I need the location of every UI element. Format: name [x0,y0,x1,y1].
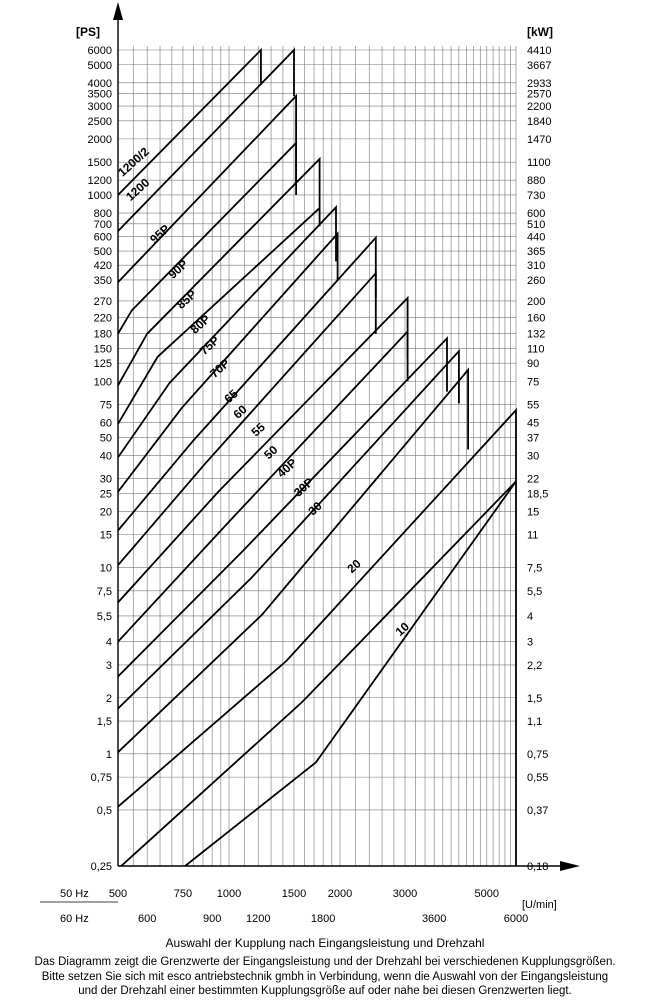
description-line-2: Bitte setzen Sie sich mit esco antriebstechnik gmbh in Verbindung, wenn die Auswahl von der Eingangsleistung [41,970,609,983]
series-line-85P [118,159,320,385]
right-tick-label: 1,5 [527,692,543,705]
x-tick-60hz: 1800 [310,913,336,925]
x-tick-60hz: 1200 [245,913,271,925]
left-tick-label: 600 [93,231,112,244]
right-tick-label: 440 [527,231,546,244]
right-tick-label: 0,37 [527,804,549,817]
series-line-1200/2 [118,50,261,195]
right-tick-label: 30 [527,450,540,463]
left-tick-label: 20 [99,506,112,519]
right-tick-label: 2200 [527,101,552,114]
right-tick-label: 110 [527,343,545,356]
x-tick-50hz: 1000 [216,888,242,900]
left-tick-label: 5000 [87,59,112,72]
right-tick-label: 730 [527,189,546,202]
series-line-60 [118,273,376,565]
description-line-1: Das Diagramm zeigt die Grenzwerte der Eingangsleistung und der Drehzahl bei verschiedenen Kupplungsgrößen. [34,956,616,968]
right-axis-unit: [kW] [527,25,553,39]
right-tick-label: 510 [527,218,546,231]
right-tick-label: 2933 [527,77,552,90]
left-tick-label: 350 [93,274,112,287]
series-line-80P [118,208,320,424]
left-tick-label: 270 [93,295,112,308]
right-tick-label: 0,55 [527,772,549,785]
left-tick-label: 30 [99,473,112,486]
series-label-30P: 30P [290,474,317,500]
series-line-1200 [118,50,294,231]
left-tick-label: 150 [93,343,112,356]
series-line-90P [118,143,296,334]
right-tick-label: 5,5 [527,585,543,598]
label-60hz: 60 Hz [60,913,89,925]
left-tick-label: 10 [99,562,112,575]
x-tick-60hz: 6000 [503,913,529,925]
right-tick-label: 3667 [527,59,552,72]
right-tick-label: 1470 [527,133,552,146]
left-tick-label: 3000 [87,101,112,114]
right-tick-label: 2570 [527,88,552,101]
right-tick-label: 0,18 [527,861,549,873]
left-tick-label: 1000 [87,189,112,202]
series-line-65 [118,238,376,531]
series-label-95P: 95P [147,221,173,247]
left-tick-label: 420 [93,260,112,273]
series-label-1200: 1200 [123,175,153,204]
right-tick-label: 15 [527,506,540,519]
right-tick-label: 90 [527,358,540,371]
x-tick-50hz: 5000 [474,888,500,900]
left-tick-label: 2 [105,692,112,705]
right-tick-label: 3 [527,636,534,649]
series-line-50 [118,332,408,642]
left-tick-label: 5,5 [96,610,112,623]
left-tick-label: 800 [93,208,112,221]
x-tick-50hz: 500 [108,888,128,900]
left-tick-label: 3 [105,659,112,672]
series-label-65: 65 [221,386,241,407]
x-tick-60hz: 600 [138,913,157,925]
left-tick-label: 7,5 [96,585,112,598]
left-tick-label: 3500 [87,88,112,101]
right-tick-label: 4410 [527,45,552,57]
left-tick-label: 180 [93,328,112,341]
right-tick-label: 200 [527,295,546,308]
x-tick-50hz: 1500 [281,888,307,900]
left-tick-label: 2500 [87,115,112,128]
right-tick-label: 2,2 [527,659,543,672]
x-tick-50hz: 750 [173,888,193,900]
series-line-10 [121,481,516,866]
left-tick-label: 1500 [87,157,112,170]
right-tick-label: 1,1 [527,716,543,729]
right-tick-label: 365 [527,246,546,259]
left-tick-label: 75 [99,399,112,412]
x-axis-unit: [U/min] [522,899,557,911]
left-tick-label: 25 [99,488,112,501]
series-label-85P: 85P [173,287,200,312]
left-tick-label: 100 [93,376,112,389]
left-tick-label: 40 [99,450,112,463]
right-tick-label: 600 [527,208,546,221]
series-label-10: 10 [392,619,412,639]
right-tick-label: 1840 [527,115,552,128]
right-tick-label: 260 [527,274,546,287]
series-label-1200/2: 1200/2 [115,144,152,180]
x-tick-60hz: 3600 [421,913,447,925]
chart-description [0,955,650,999]
y-axis-arrow-icon [113,2,123,20]
right-tick-label: 0,75 [527,748,549,761]
right-tick-label: 75 [527,376,540,389]
right-tick-label: 22 [527,473,540,486]
left-tick-label: 1 [105,748,112,761]
left-tick-label: 0,5 [96,804,112,817]
label-50hz: 50 Hz [60,888,89,900]
left-tick-label: 60 [99,417,112,430]
right-tick-label: 7,5 [527,562,543,575]
left-tick-label: 220 [93,312,112,325]
series-line-75P [118,207,336,457]
right-tick-label: 18,5 [527,488,549,501]
description-line-3: und der Drehzahl einer bestimmten Kupplungsgröße auf oder nahe bei diesen Grenzwerten liegt. [78,985,572,997]
right-tick-label: 880 [527,175,546,188]
series-label-30: 30 [305,498,325,519]
left-tick-label: 50 [99,432,112,445]
right-tick-label: 55 [527,399,540,412]
left-axis-unit: [PS] [76,25,100,39]
x-tick-50hz: 3000 [392,888,418,900]
left-tick-label: 6000 [87,45,112,57]
series-label-60: 60 [230,402,250,422]
right-tick-label: 160 [527,312,546,325]
right-tick-label: 45 [527,417,540,430]
left-tick-label: 15 [99,529,112,542]
series-label-20: 20 [344,556,364,576]
left-tick-label: 1200 [87,175,112,188]
series-label-80P: 80P [187,311,213,337]
left-tick-label: 700 [93,218,112,231]
left-tick-label: 0,75 [90,772,112,785]
series-label-55: 55 [248,419,268,440]
left-tick-label: 4 [105,636,112,649]
right-tick-label: 4 [527,610,534,623]
series-label-90P: 90P [165,256,191,282]
series-label-50: 50 [261,442,281,463]
left-tick-label: 2000 [87,133,112,146]
right-tick-label: 11 [527,529,539,542]
right-tick-label: 310 [527,260,546,273]
left-tick-label: 4000 [87,77,112,90]
series-label-75P: 75P [196,333,223,358]
right-tick-label: 37 [527,432,540,445]
left-tick-label: 125 [93,358,112,371]
series-label-70P: 70P [207,356,233,381]
series-label-40P: 40P [274,455,300,481]
right-tick-label: 1100 [527,157,551,170]
left-tick-label: 1,5 [96,716,112,729]
left-tick-label: 0,25 [90,861,112,873]
x-axis-arrow-icon [560,861,580,871]
x-tick-50hz: 2000 [327,888,353,900]
right-tick-label: 132 [527,328,546,341]
left-tick-label: 500 [93,246,112,259]
chart-title: Auswahl der Kupplung nach Eingangsleistung und Drehzahl [165,936,485,950]
x-tick-60hz: 900 [202,913,222,925]
